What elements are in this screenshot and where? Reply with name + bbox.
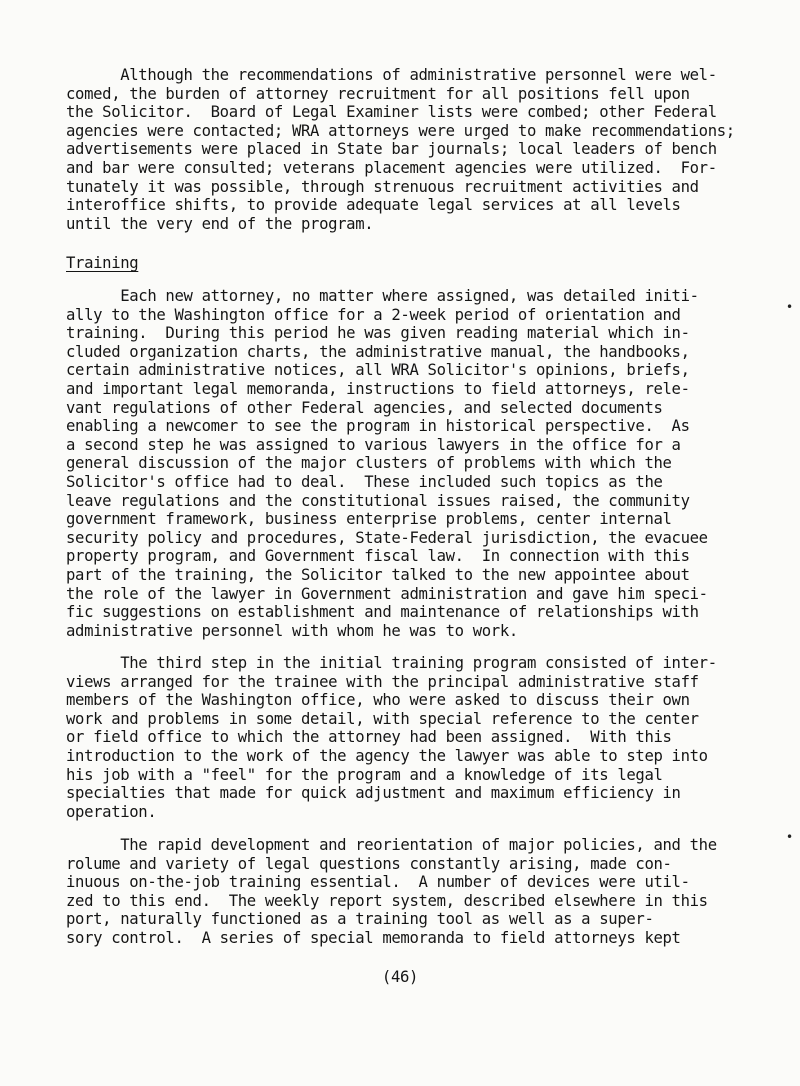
paragraph-on-the-job-training: The rapid development and reorientation of major policies, and the rolume and variety of legal questions constantly arising, made con- inuous on-the-job training essential. A number of devices were util- zed to this end. The weekly report system, described elsewhere in this port, naturally functioned as a training tool as well as a super- sory control. A series of special memoranda to field attorneys kept — [66, 836, 717, 947]
heading-training: Training — [66, 254, 139, 272]
section-heading — [66, 254, 736, 273]
paragraph-third-step: The third step in the initial training program consisted of inter- views arranged for the trainee with the principal administrative staff members of the Washington office, who were asked to discuss their own work and problems in some detail, with special reference to the center or field office to which the attorney had been assigned. With this introduction to the work of the agency the lawyer was able to step into his job with a "feel" for the program and a knowledge of its legal specialties that made for quick adjustment and maximum efficiency in operation. — [66, 654, 717, 821]
paragraph-orientation: Each new attorney, no matter where assigned, was detailed initi- ally to the Washington office for a 2-week period of orientation and training. During this period he was given reading material which in- cluded organization charts, the administrative manual, the handbooks, certain administrative notices, all WRA Solicitor's opinions, briefs, and important legal memoranda, instructions to field attorneys, rele- vant regulations of other Federal agencies, and selected documents enabling a newcomer to see the program in historical perspective. As a second step he was assigned to various lawyers in the office for a general discussion of the major clusters of problems with which the Solicitor's office had to deal. These included such topics as the leave regulations and the constitutional issues raised, the community government framework, business enterprise problems, center internal security policy and procedures, State-Federal jurisdiction, the evacuee property program, and Government fiscal law. In connection with this part of the training, the Solicitor talked to the new appointee about the role of the lawyer in Government administration and gave him speci- fic suggestions on establishment and maintenance of relationships with administrative personnel with whom he was to work. — [66, 287, 708, 640]
page-number: (46) — [381, 968, 419, 986]
margin-mark-icon: • — [786, 830, 794, 844]
margin-mark-icon: • — [786, 300, 794, 314]
paragraph-recruitment: Although the recommendations of administrative personnel were wel- comed, the burden of attorney recruitment for all positions fell upon the Solicitor. Board of Legal Examiner lists were combed; other Federal agencies were contacted; WRA attorneys were urged to make recommendations; advertisements were placed in State bar journals; local leaders of bench and bar were consulted; veterans placement agencies were utilized. For- tunately it was possible, through strenuous recruitment activities and interoffice shifts, to provide adequate legal services at all levels until the very end of the program. — [66, 66, 735, 233]
